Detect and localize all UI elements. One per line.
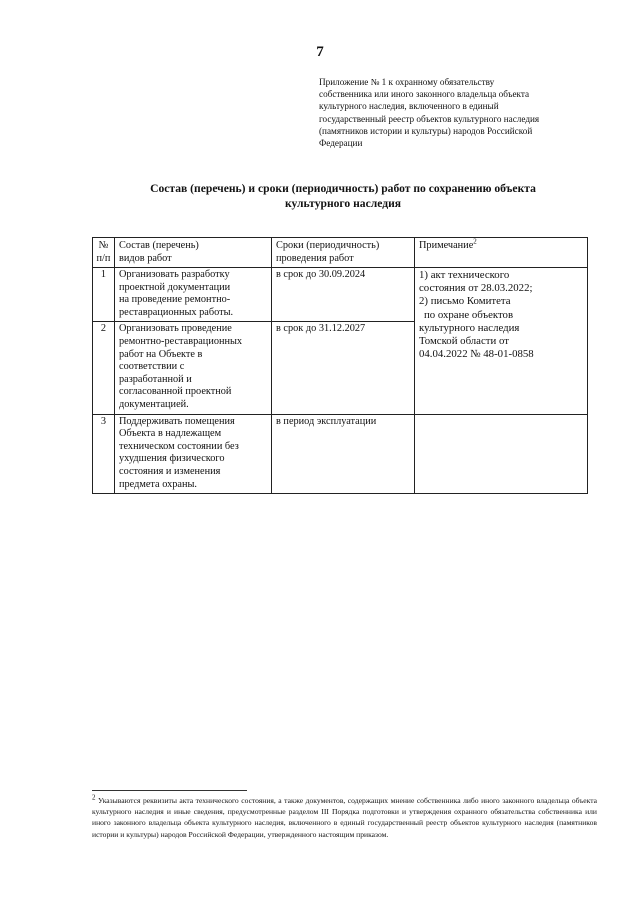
note-line: культурного наследия (419, 321, 520, 334)
row-terms: в срок до 30.09.2024 (272, 268, 415, 322)
note-line: Томской области от (419, 335, 509, 348)
document-title-line: культурного наследия (284, 197, 402, 210)
header-note-footnote-marker: 2 (473, 237, 477, 246)
row-composition (115, 414, 272, 494)
note-line: 04.04.2022 № 48-01-0858 (419, 348, 534, 361)
header-terms-line: Сроки (периодичность) (276, 240, 380, 251)
appendix-caption (319, 76, 599, 149)
row-terms: в период эксплуатации (272, 414, 415, 494)
composition-line: согласованной проектной (119, 386, 232, 398)
works-table (92, 237, 588, 494)
footnote (92, 795, 597, 840)
composition-line: документацией. (119, 398, 189, 410)
row-number: 2 (93, 322, 115, 414)
composition-line: Поддерживать помещения (119, 415, 235, 427)
composition-line: предмета охраны. (119, 478, 197, 490)
header-terms (272, 238, 415, 268)
footnote-marker: 2 (92, 793, 96, 802)
composition-line: Объекта в надлежащем (119, 428, 222, 440)
note-line: по охране объектов (424, 308, 514, 321)
composition-line: проектной документации (119, 281, 231, 293)
composition-line: реставрационных работы. (119, 306, 234, 318)
appendix-line: (памятников истории и культуры) народов Российской (319, 125, 533, 136)
header-number-line: № (98, 240, 109, 251)
header-note-label: Примечание (419, 240, 474, 251)
row-note-empty (415, 414, 588, 494)
header-composition-line: видов работ (119, 253, 172, 264)
row-note (415, 268, 588, 415)
table-row (93, 268, 588, 322)
composition-line: ухудшения физического (119, 453, 225, 465)
table-row (93, 414, 588, 494)
note-line: состояния от 28.03.2022; (419, 282, 533, 295)
note-line: 1) акт технического (419, 269, 510, 281)
header-number (93, 238, 115, 268)
document-title (90, 181, 596, 211)
appendix-line: собственника или иного законного владельца объекта (319, 89, 530, 100)
composition-line: на проведение ремонтно- (119, 294, 231, 306)
header-number-line: п/п (96, 253, 111, 264)
table-header-row (93, 238, 588, 268)
row-composition (115, 322, 272, 414)
note-line: 2) письмо Комитета (419, 295, 511, 308)
composition-line: Организовать разработку (119, 269, 230, 280)
composition-line: Организовать проведение (119, 323, 232, 335)
appendix-line: Федерации (319, 138, 363, 149)
row-composition (115, 268, 272, 322)
row-number: 3 (93, 414, 115, 494)
composition-line: разработанной и (119, 373, 192, 385)
composition-line: работ на Объекте в (119, 348, 203, 360)
header-composition-line: Состав (перечень) (119, 240, 199, 251)
composition-line: соответствии с (119, 361, 185, 373)
page-number: 7 (316, 44, 324, 60)
appendix-line: культурного наследия, включенного в единый (319, 101, 499, 112)
composition-line: техническом состоянии без (119, 440, 239, 452)
footnote-divider (92, 790, 247, 791)
composition-line: состояния и изменения (119, 465, 221, 477)
header-note (415, 238, 588, 268)
header-terms-line: проведения работ (276, 253, 354, 264)
document-title-line: Состав (перечень) и сроки (периодичность) работ по сохранению объекта (150, 182, 536, 195)
header-composition (115, 238, 272, 268)
row-terms: в срок до 31.12.2027 (272, 322, 415, 414)
footnote-text: Указываются реквизиты акта технического состояния, а также документов, содержащих мнение собственника либо иного законного владельца объекта культурного наследия и иные сведения, предусмотренные разделом III Порядка подготовки и утверждения охранного обязательства собственника или иного законного владельца объекта культурного наследия, включенного в единый государственный реестр объектов культурного наследия (памятников истории и культуры) народов Российской Федерации, утвержденного настоящим приказом. (92, 796, 597, 839)
appendix-line: государственный реестр объектов культурного наследия (319, 113, 540, 124)
composition-line: ремонтно-реставрационных (119, 335, 243, 347)
appendix-line: Приложение № 1 к охранному обязательству (319, 77, 495, 87)
row-number: 1 (93, 268, 115, 322)
